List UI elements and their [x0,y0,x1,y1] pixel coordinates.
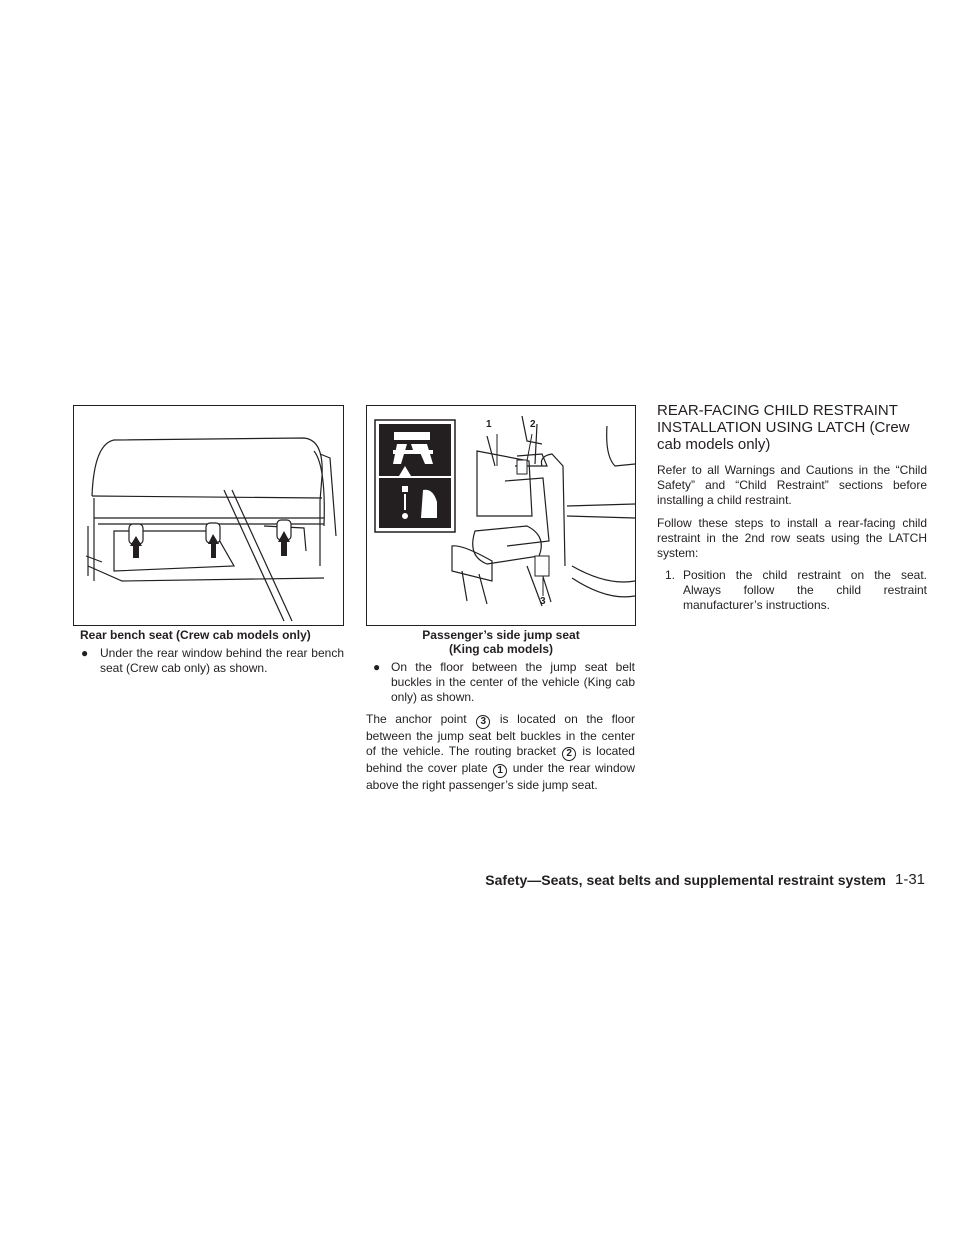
middle-bullet-text: On the floor between the jump seat belt buckles in the center of the vehicle (King cab only) as shown. [391,660,635,704]
jump-seat-illustration [367,406,635,625]
step-1-number: 1. [665,568,676,582]
bullet-icon: ● [373,660,381,674]
warnings-paragraph: Refer to all Warnings and Cautions in the “Child Safety” and “Child Restraint” sections before installing a child restraint. [657,463,927,507]
footer-section-title: Safety—Seats, seat belts and supplemental restraint system [485,872,886,888]
callout-number-1: 1 [493,764,507,778]
callout-number-2: 2 [562,747,576,761]
step-1-item [665,568,927,616]
callout-2: 2 [530,419,536,430]
callout-1: 1 [486,419,492,430]
follow-steps-paragraph: Follow these steps to install a rear-facing child restraint in the 2nd row seats using the LATCH system: [657,516,927,560]
callout-number-3: 3 [476,715,490,729]
left-bullet-text: Under the rear window behind the rear bench seat (Crew cab only) as shown. [100,646,344,675]
page-number: 1-31 [895,871,926,888]
anchor-point-paragraph: The anchor point 3 is located on the floor between the jump seat belt buckles in the center of the vehicle. The routing bracket 2 is located behind the cover plate 1 under the rear window above the right passenger’s side jump seat. [366,712,635,792]
left-bullet-item [81,646,344,678]
rear-bench-seat-figure [73,405,344,626]
section-heading: REAR-FACING CHILD RESTRAINT INSTALLATION USING LATCH (Crew cab models only) [657,402,910,453]
step-1-text: Position the child restraint on the seat. Always follow the child restraint manufacturer’s instructions. [683,568,927,612]
rear-bench-seat-illustration [74,406,343,625]
bullet-icon: ● [81,646,89,660]
jump-seat-figure [366,405,636,626]
left-figure-caption: Rear bench seat (Crew cab models only) [80,628,311,642]
callout-3: 3 [540,596,546,607]
middle-figure-caption-line2: (King cab models) [448,642,553,656]
middle-bullet-item [373,660,636,708]
middle-figure-caption-line1: Passenger’s side jump seat [422,628,580,642]
leader-line-2 [527,434,532,461]
